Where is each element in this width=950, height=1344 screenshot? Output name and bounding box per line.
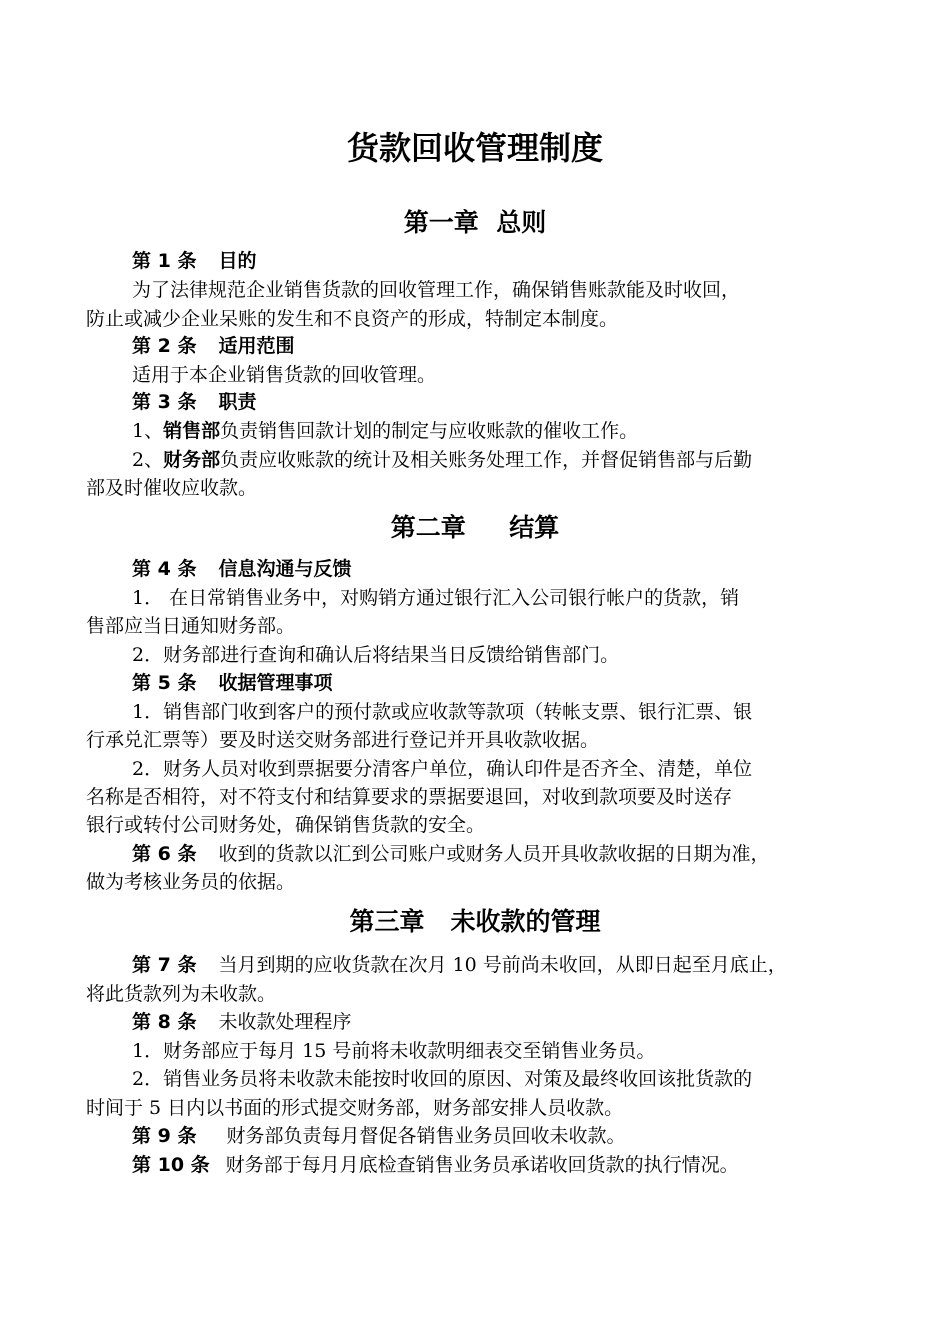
article-title: 职责 [218, 391, 257, 413]
paragraph-line: 将此货款列为未收款。 [86, 983, 277, 1005]
article-title: 收据管理事项 [218, 672, 333, 694]
article-label: 第 2 条 [132, 335, 197, 357]
article-label: 第 3 条 [132, 391, 197, 413]
article-label: 第 10 条 [132, 1154, 210, 1176]
article-label: 第 5 条 [132, 672, 197, 694]
list-text: 负责应收账款的统计及相关账务处理工作，并督促销售部与后勤 [220, 449, 753, 471]
paragraph-line: 1．销售部门收到客户的预付款或应收款等款项（转帐支票、银行汇票、银 [132, 701, 753, 723]
paragraph-line: 银行或转付公司财务处，确保销售货款的安全。 [86, 814, 486, 836]
article-8-heading [132, 1009, 876, 1036]
article-label: 第 6 条 [132, 843, 197, 865]
article-6 [132, 841, 876, 868]
list-item [132, 447, 876, 474]
paragraph-line: 名称是否相符，对不符支付和结算要求的票据要退回，对收到款项要及时送存 [86, 786, 733, 808]
article-title: 适用范围 [218, 335, 295, 357]
list-number: 2、 [132, 449, 164, 471]
list-number: 1、 [132, 420, 164, 442]
paragraph-line: 行承兑汇票等）要及时送交财务部进行登记并开具收款收据。 [86, 729, 600, 751]
paragraph-line: 2．财务人员对收到票据要分清客户单位，确认印件是否齐全、清楚，单位 [132, 758, 753, 780]
article-label: 第 4 条 [132, 558, 197, 580]
article-4-heading [132, 556, 876, 583]
paragraph-line: 2．销售业务员将未收款未能按时收回的原因、对策及最终收回该批货款的 [132, 1068, 753, 1090]
article-label: 第 7 条 [132, 954, 197, 976]
article-1-heading [132, 248, 876, 275]
paragraph-line: 1． 在日常销售业务中，对购销方通过银行汇入公司银行帐户的货款，销 [132, 587, 740, 609]
document-title: 货款回收管理制度 [346, 129, 603, 167]
chapter-1-heading: 第一章 总则 [403, 208, 547, 237]
paragraph-line: 适用于本企业销售货款的回收管理。 [132, 364, 437, 386]
article-title: 信息沟通与反馈 [218, 558, 352, 580]
article-text: 财务部于每月月底检查销售业务员承诺收回货款的执行情况。 [225, 1154, 739, 1176]
article-label: 第 8 条 [132, 1011, 197, 1033]
article-2-heading [132, 333, 876, 360]
chapter-3-heading: 第三章 未收款的管理 [349, 907, 601, 936]
paragraph-line: 为了法律规范企业销售货款的回收管理工作，确保销售账款能及时收回， [132, 279, 741, 301]
article-3-heading [132, 389, 876, 416]
paragraph-line: 做为考核业务员的依据。 [86, 871, 296, 893]
article-text: 收到的货款以汇到公司账户或财务人员开具收款收据的日期为准， [218, 843, 770, 865]
list-text: 负责销售回款计划的制定与应收账款的催收工作。 [220, 420, 639, 442]
paragraph-line: 时间于 5 日内以书面的形式提交财务部，财务部安排人员收款。 [86, 1097, 624, 1119]
paragraph-line: 2．财务部进行查询和确认后将结果当日反馈给销售部门。 [132, 644, 620, 666]
article-label: 第 9 条 [132, 1125, 197, 1147]
article-text: 当月到期的应收货款在次月 10 号前尚未收回，从即日起至月底止， [218, 954, 787, 976]
article-title: 目的 [218, 250, 257, 272]
department-name: 财务部 [163, 449, 221, 471]
article-9 [132, 1123, 876, 1150]
paragraph-line: 部及时催收应收款。 [86, 477, 258, 499]
article-label: 第 1 条 [132, 250, 197, 272]
paragraph-line: 防止或减少企业呆账的发生和不良资产的形成，特制定本制度。 [86, 308, 619, 330]
article-7 [132, 952, 876, 979]
paragraph-line: 售部应当日通知财务部。 [86, 615, 296, 637]
article-10 [132, 1152, 876, 1179]
department-name: 销售部 [163, 420, 221, 442]
chapter-2-heading: 第二章 结算 [390, 513, 560, 542]
paragraph-line: 1．财务部应于每月 15 号前将未收款明细表交至销售业务员。 [132, 1040, 656, 1062]
article-title: 未收款处理程序 [218, 1011, 352, 1033]
list-item [132, 418, 876, 445]
article-5-heading [132, 670, 876, 697]
article-text: 财务部负责每月督促各销售业务员回收未收款。 [226, 1125, 626, 1147]
